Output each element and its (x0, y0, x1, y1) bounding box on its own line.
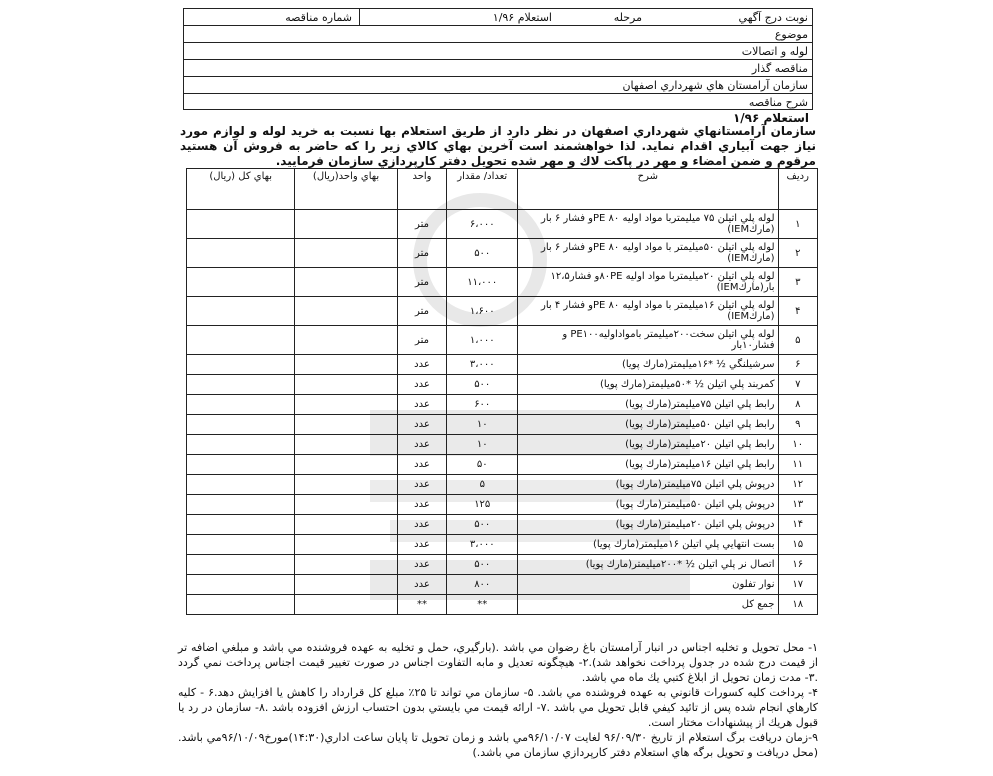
label-description: شرح مناقصه (183, 93, 813, 110)
notes-block (178, 640, 818, 760)
table-row (187, 297, 818, 326)
label-subject: موضوع (183, 25, 813, 42)
cell-unit: عدد (397, 455, 447, 475)
note-paragraph-3: ۹-زمان دريافت برگ استعلام از تاريخ ۹۶/۰۹/۳۰ لغايت ۹۶/۱۰/۰۷مي باشد و زمان تحويل تا پايان ساعت اداري(۱۴:۳۰)مورخ۹۶/۱۰/۰۹مي باشد.(محل دريافت و تحويل برگه هاي استعلام دفتر كارپردازي سازمان مي باشد.) (178, 731, 818, 759)
col-header-unit-price: بهاي واحد(ريال) (295, 169, 397, 210)
cell-unit: عدد (397, 515, 447, 535)
cell-desc: كمربند پلي اتيلن ½ *۵۰ميليمتر(مارك پويا) (518, 375, 778, 395)
cell-unit: عدد (397, 435, 447, 455)
cell-qty: ۱،۶۰۰ (447, 297, 518, 326)
cell-desc: لوله پلي اتيلن ۲۰ميليمتربا مواد اوليه ۸۰PEو فشار۱۲،۵ بار(ماركIEM) (518, 268, 778, 297)
cell-unit-price (295, 495, 397, 515)
cell-unit: متر (397, 297, 447, 326)
cell-total (187, 455, 295, 475)
cell-no: ۱۷ (778, 575, 818, 595)
cell-qty: ۵ (447, 475, 518, 495)
cell-unit: عدد (397, 475, 447, 495)
cell-desc: لوله پلي اتيلن ۵۰ميليمتر با مواد اوليه PE ۸۰و فشار ۶ بار (ماركIEM) (518, 239, 778, 268)
cell-unit-price (295, 515, 397, 535)
table-row (187, 210, 818, 239)
note-paragraph-2: ۴- پرداخت كليه كسورات قانوني به عهده فروشنده مي باشد. ۵- سازمان مي تواند تا ۲۵٪ مبلغ كل قرارداد را كاهش يا افزايش دهد.۶ - كليه كارهاي انجام شده پس از تائيد كيفي قابل تحويل مي باشد .۷- ارائه قيمت مي بايستي بدون احتساب ارزش افزوده باشد .۸- سازمان در رد يا قبول هريك از پيشنهادات مختار است. (178, 686, 819, 729)
col-header-desc: شرح (518, 169, 778, 210)
table-row (187, 326, 818, 355)
cell-qty: ۵۰ (447, 455, 518, 475)
cell-qty: ۵۰۰ (447, 515, 518, 535)
table-row (187, 375, 818, 395)
cell-total (187, 395, 295, 415)
cell-no: ۴ (778, 297, 818, 326)
cell-qty: ۱،۰۰۰ (447, 326, 518, 355)
label-nobat: نوبت درج آگهي (738, 11, 808, 24)
cell-qty: ۶،۰۰۰ (447, 210, 518, 239)
cell-qty: ۱۰ (447, 415, 518, 435)
table-row (187, 239, 818, 268)
cell-desc: رابط پلي اتيلن ۲۰ميليمتر(مارك پويا) (518, 435, 778, 455)
cell-total (187, 268, 295, 297)
cell-unit: عدد (397, 375, 447, 395)
cell-no: ۱ (778, 210, 818, 239)
table-row (187, 575, 818, 595)
cell-unit: عدد (397, 555, 447, 575)
cell-total (187, 375, 295, 395)
cell-unit: ** (397, 595, 447, 615)
value-subject: لوله و اتصالات (183, 42, 813, 59)
cell-unit-price (295, 239, 397, 268)
cell-qty: ۵۰۰ (447, 239, 518, 268)
cell-qty: ** (447, 595, 518, 615)
intro-paragraph: سازمان آرامستانهاي شهرداري اصفهان در نظر دارد از طريق استعلام بها نسبت به خريد لوله و لوازم مورد نياز جهت آبياري اقدام نمايد. لذا خواهشمند است آخرين بهاي كالاي زير را كه حاضر به فروش آن هستيد مرقوم و ضمن امضاء و مهر در پاكت لاك و مهر شده تحويل دفتر كارپردازي سازمان فرماييد. (180, 124, 816, 168)
label-marhale: مرحله (613, 11, 642, 24)
cell-total (187, 595, 295, 615)
cell-unit: عدد (397, 355, 447, 375)
cell-unit-price (295, 415, 397, 435)
cell-desc: لوله پلي اتيلن ۱۶ميليمتر با مواد اوليه PE ۸۰و فشار ۴ بار (ماركIEM) (518, 297, 778, 326)
cell-desc: لوله پلي اتيلن ۷۵ ميليمتربا مواد اوليه PE ۸۰و فشار ۶ بار (ماركIEM) (518, 210, 778, 239)
cell-unit-price (295, 475, 397, 495)
cell-unit: عدد (397, 575, 447, 595)
note-paragraph-1: ۱- محل تحويل و تخليه اجناس در انبار آرامستان باغ رضوان مي باشد .(بارگيري، حمل و تخليه به عهده فروشنده مي باشد و مبلغي اضافه تر از قيمت درج شده در جدول پرداخت نخواهد شد).۲- هيچگونه تعديل و مابه التفاوت اجناس در صورت تغيير قيمت اجناس پرداخت نمي گردد .۳- مدت زمان تحويل از ابلاغ كتبي يك ماه مي باشد. (178, 641, 818, 684)
table-row (187, 415, 818, 435)
cell-unit-price (295, 355, 397, 375)
tender-meta-box (183, 8, 813, 110)
cell-unit-price (295, 595, 397, 615)
col-header-total: بهاي كل (ريال) (187, 169, 295, 210)
table-row (187, 495, 818, 515)
cell-qty: ۱۲۵ (447, 495, 518, 515)
cell-total (187, 535, 295, 555)
inquiry-title: استعلام ۱/۹۶ (732, 111, 809, 125)
cell-desc: جمع كل (518, 595, 778, 615)
cell-no: ۸ (778, 395, 818, 415)
meta-divider (359, 9, 360, 26)
cell-unit: متر (397, 210, 447, 239)
items-table (186, 168, 818, 615)
cell-unit-price (295, 210, 397, 239)
cell-qty: ۵۰۰ (447, 555, 518, 575)
table-row (187, 455, 818, 475)
cell-unit-price (295, 555, 397, 575)
cell-desc: سرشيلنگي ½ *۱۶ميليمتر(مارك پويا) (518, 355, 778, 375)
cell-unit: عدد (397, 535, 447, 555)
cell-total (187, 239, 295, 268)
table-row (187, 535, 818, 555)
cell-desc: اتصال نر پلي اتيلن ½ *۲۰۰ميليمتر(مارك پويا) (518, 555, 778, 575)
cell-desc: بست انتهايي پلي اتيلن ۱۶ميليمتر(مارك پويا) (518, 535, 778, 555)
cell-total (187, 515, 295, 535)
meta-row-main (183, 8, 813, 25)
cell-no: ۹ (778, 415, 818, 435)
cell-desc: رابط پلي اتيلن ۵۰ميليمتر(مارك پويا) (518, 415, 778, 435)
cell-unit-price (295, 395, 397, 415)
cell-unit: متر (397, 239, 447, 268)
cell-total (187, 435, 295, 455)
cell-unit-price (295, 535, 397, 555)
cell-qty: ۸۰۰ (447, 575, 518, 595)
cell-unit: عدد (397, 395, 447, 415)
col-header-unit: واحد (397, 169, 447, 210)
cell-desc: نوار تفلون (518, 575, 778, 595)
table-header-row (187, 169, 818, 210)
cell-no: ۲ (778, 239, 818, 268)
cell-no: ۱۸ (778, 595, 818, 615)
cell-no: ۵ (778, 326, 818, 355)
cell-no: ۷ (778, 375, 818, 395)
table-row (187, 475, 818, 495)
value-tenderer: سازمان آرامستان هاي شهرداري اصفهان (183, 76, 813, 93)
cell-unit-price (295, 375, 397, 395)
cell-qty: ۱۰ (447, 435, 518, 455)
cell-qty: ۱۱،۰۰۰ (447, 268, 518, 297)
cell-total (187, 326, 295, 355)
cell-qty: ۳،۰۰۰ (447, 535, 518, 555)
cell-total (187, 475, 295, 495)
table-row (187, 268, 818, 297)
cell-desc: رابط پلي اتيلن ۱۶ميليمتر(مارك پويا) (518, 455, 778, 475)
cell-no: ۱۲ (778, 475, 818, 495)
cell-no: ۳ (778, 268, 818, 297)
cell-total (187, 575, 295, 595)
cell-unit: عدد (397, 495, 447, 515)
cell-unit-price (295, 435, 397, 455)
cell-total (187, 495, 295, 515)
cell-desc: رابط پلي اتيلن ۷۵ميليمتر(مارك پويا) (518, 395, 778, 415)
cell-desc: درپوش پلي اتيلن ۵۰ميليمتر(مارك پويا) (518, 495, 778, 515)
value-marhale: استعلام ۱/۹۶ (492, 11, 552, 24)
cell-no: ۱۳ (778, 495, 818, 515)
cell-desc: لوله پلي اتيلن سخت۲۰۰ميليمتر باموادا‌وليهPE۱۰۰ و فشار۱۰بار (518, 326, 778, 355)
cell-no: ۱۶ (778, 555, 818, 575)
cell-unit-price (295, 297, 397, 326)
cell-desc: درپوش پلي اتيلن ۲۰ميليمتر(مارك پويا) (518, 515, 778, 535)
cell-unit-price (295, 455, 397, 475)
cell-unit-price (295, 326, 397, 355)
cell-no: ۱۱ (778, 455, 818, 475)
cell-no: ۱۰ (778, 435, 818, 455)
col-header-no: رديف (778, 169, 818, 210)
cell-unit-price (295, 575, 397, 595)
cell-total (187, 555, 295, 575)
cell-total (187, 355, 295, 375)
label-tender-number: شماره مناقصه (285, 11, 352, 24)
cell-unit: متر (397, 268, 447, 297)
table-row (187, 355, 818, 375)
cell-no: ۱۵ (778, 535, 818, 555)
table-row (187, 515, 818, 535)
cell-qty: ۳،۰۰۰ (447, 355, 518, 375)
cell-no: ۶ (778, 355, 818, 375)
cell-desc: درپوش پلي اتيلن ۷۵ميليمتر(مارك پويا) (518, 475, 778, 495)
cell-total (187, 415, 295, 435)
cell-unit: متر (397, 326, 447, 355)
cell-total (187, 297, 295, 326)
table-row (187, 595, 818, 615)
table-row (187, 435, 818, 455)
cell-no: ۱۴ (778, 515, 818, 535)
label-tenderer: مناقصه گذار (183, 59, 813, 76)
col-header-qty: تعداد/ مقدار (447, 169, 518, 210)
cell-unit-price (295, 268, 397, 297)
cell-qty: ۵۰۰ (447, 375, 518, 395)
cell-qty: ۶۰۰ (447, 395, 518, 415)
table-row (187, 395, 818, 415)
table-row (187, 555, 818, 575)
cell-total (187, 210, 295, 239)
cell-unit: عدد (397, 415, 447, 435)
